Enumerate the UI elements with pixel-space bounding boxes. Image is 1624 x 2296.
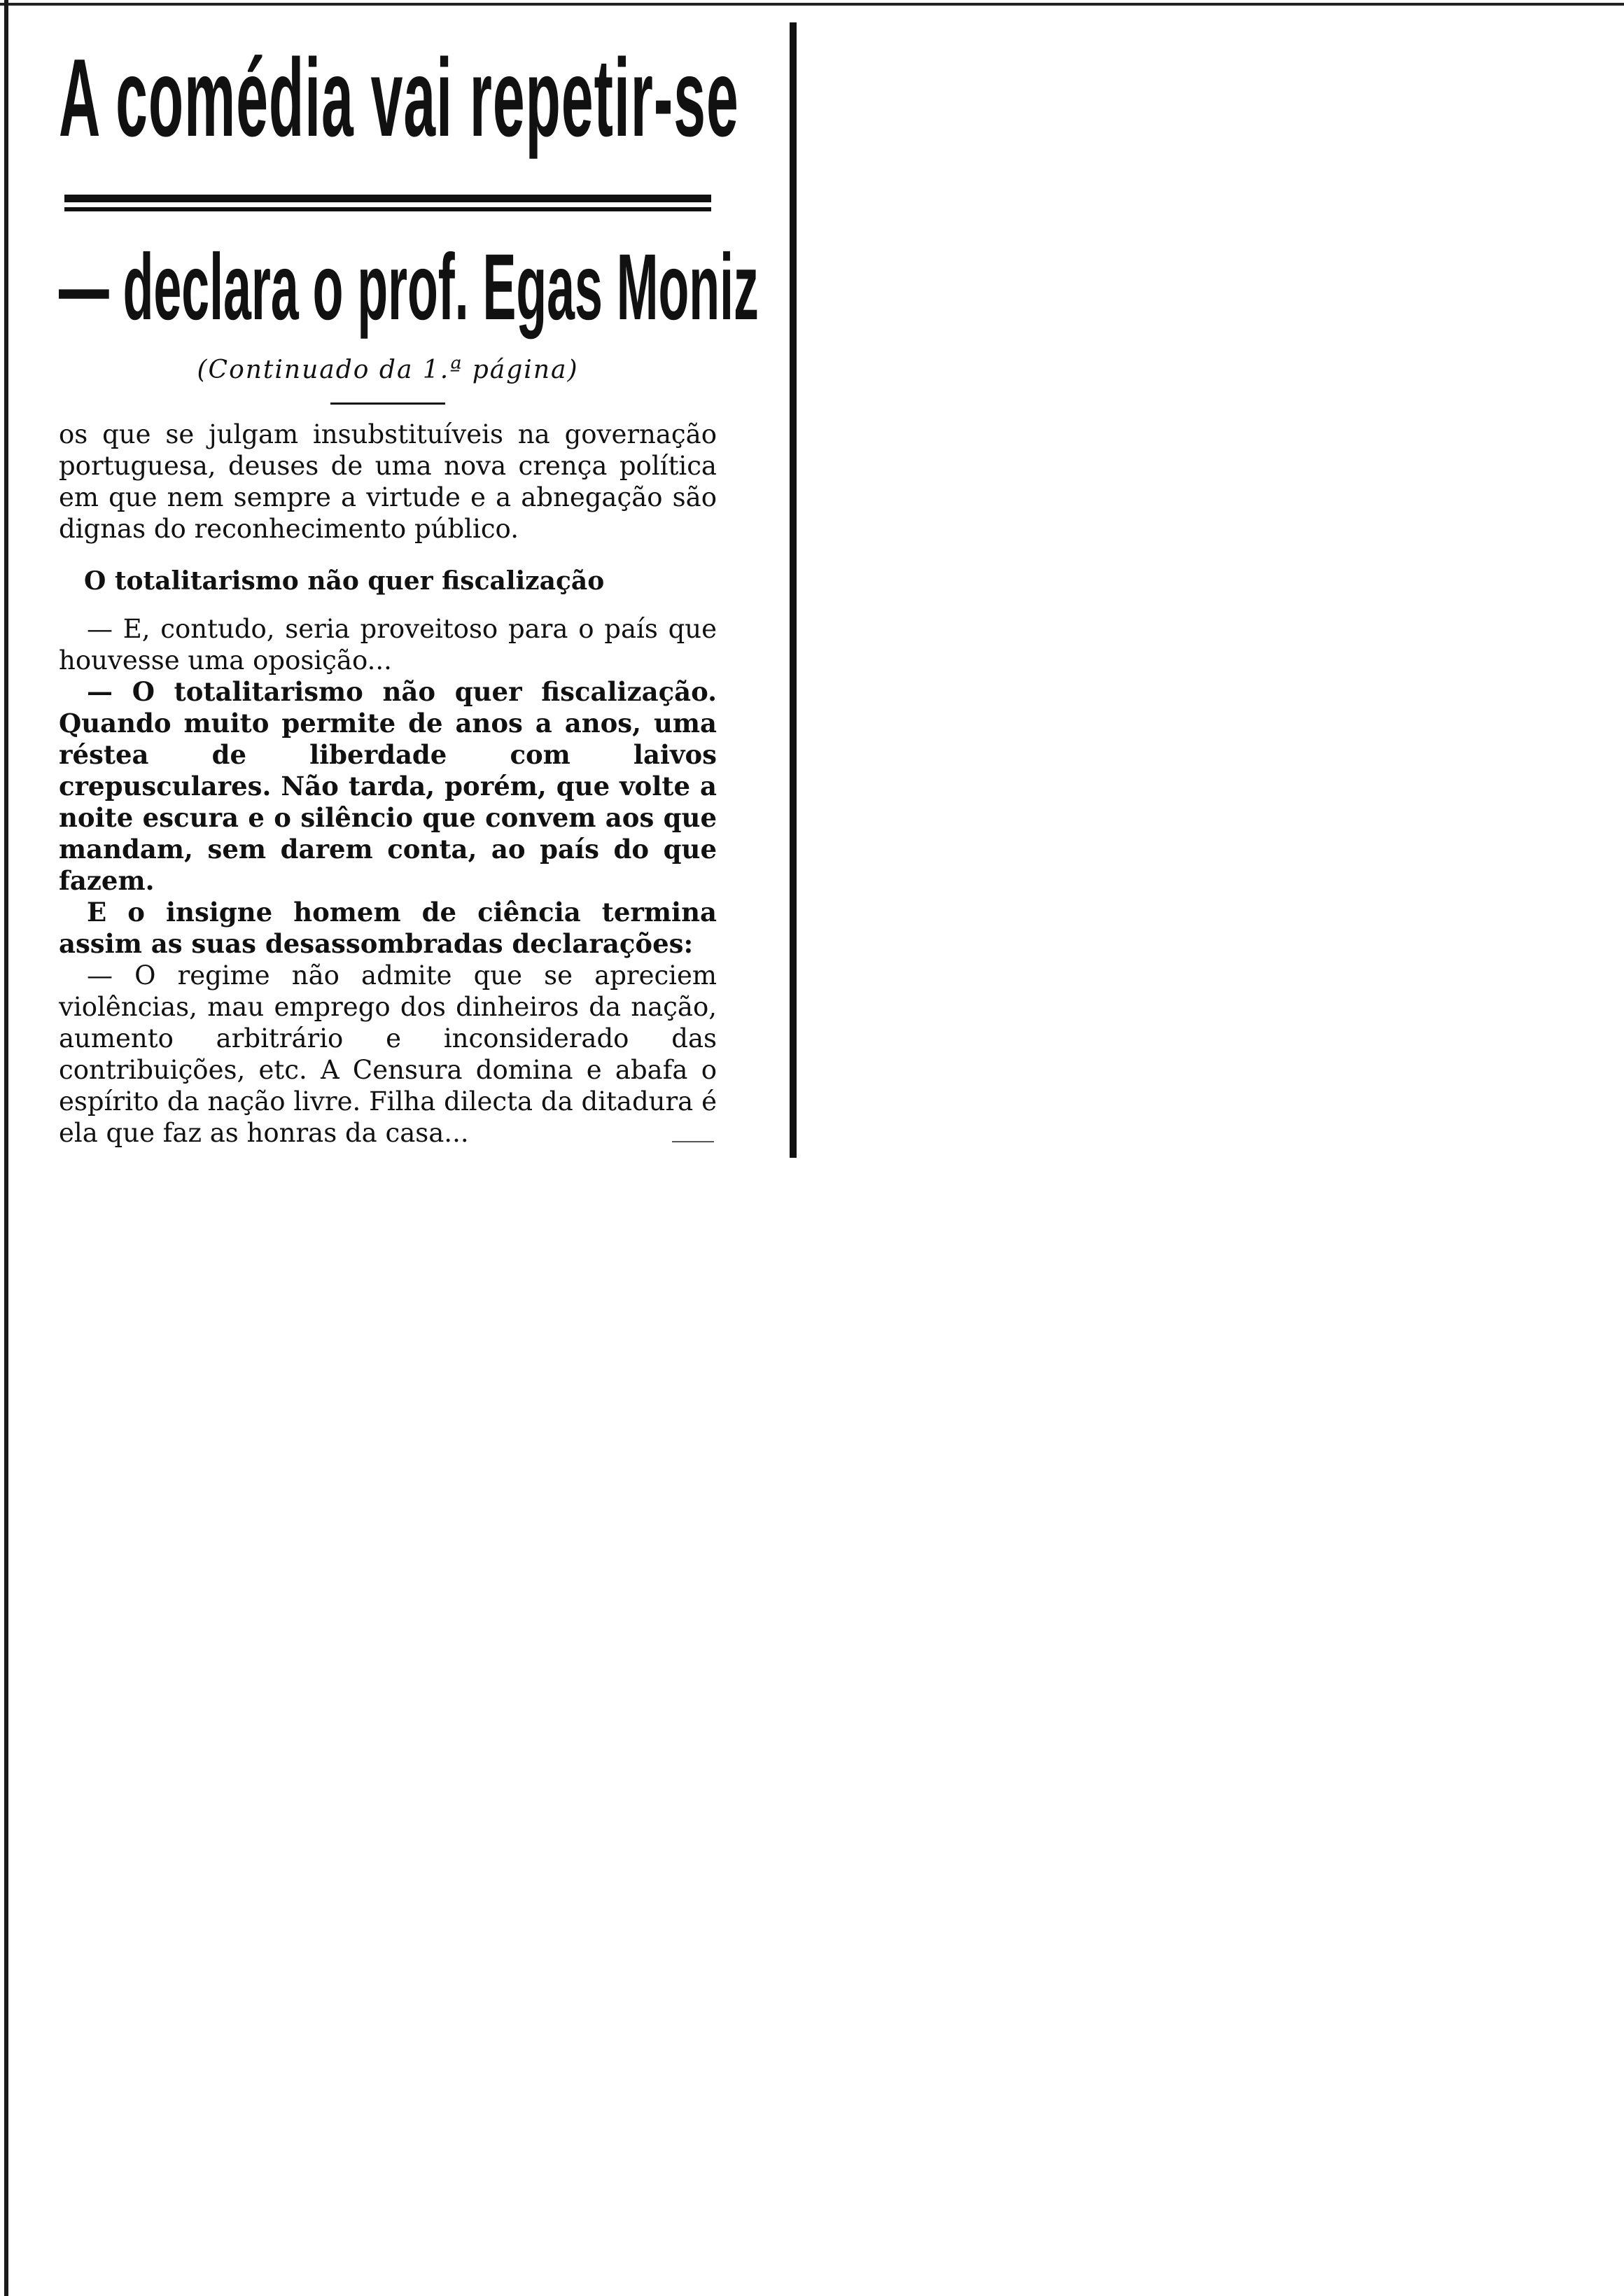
headline: A comédia vai repetir-se: [59, 36, 739, 160]
page-left-border: [4, 0, 8, 2296]
crosshead: O totalitarismo não quer fiscalização: [84, 566, 605, 596]
paragraph: — E, contudo, seria proveitoso para o país que houvesse uma oposição...: [59, 614, 717, 676]
short-divider: [330, 402, 445, 405]
paragraph: os que se julgam insubstituíveis na governação portuguesa, deuses de uma nova crença política em que nem sempre a virtude e a abnegação são dignas do reconhecimento público.: [59, 419, 717, 544]
paragraph: — O regime não admite que se apreciem violências, mau emprego dos dinheiros da nação, aumento arbitrário e inconsiderado das contribuições, etc. A Censura domina e abafa o espírito da nação livre. Filha dilecta da ditadura é ela que faz as honras da casa...: [59, 960, 717, 1148]
continued-note: (Continuado da 1.ª página): [197, 356, 579, 384]
article-body: [59, 419, 717, 1149]
newspaper-clipping: [59, 28, 759, 1149]
headline-double-rule: [64, 195, 711, 214]
paragraph: — O totalitarismo não quer fiscalização. Quando muito permite de anos a anos, uma réstea de liberdade com laivos crepusculares. Não tarda, porém, que volte a noite escura e o silêncio que convem aos que mandam, sem darem conta, ao país do que fazem.: [59, 676, 717, 896]
end-mark: [672, 1141, 714, 1142]
subheadline: — declara o prof. Egas Moniz: [59, 235, 759, 340]
page-top-border: [0, 3, 1624, 6]
column-rule: [790, 22, 797, 1158]
paragraph: E o insigne homem de ciência termina assim as suas desassombradas declarações:: [59, 897, 717, 959]
